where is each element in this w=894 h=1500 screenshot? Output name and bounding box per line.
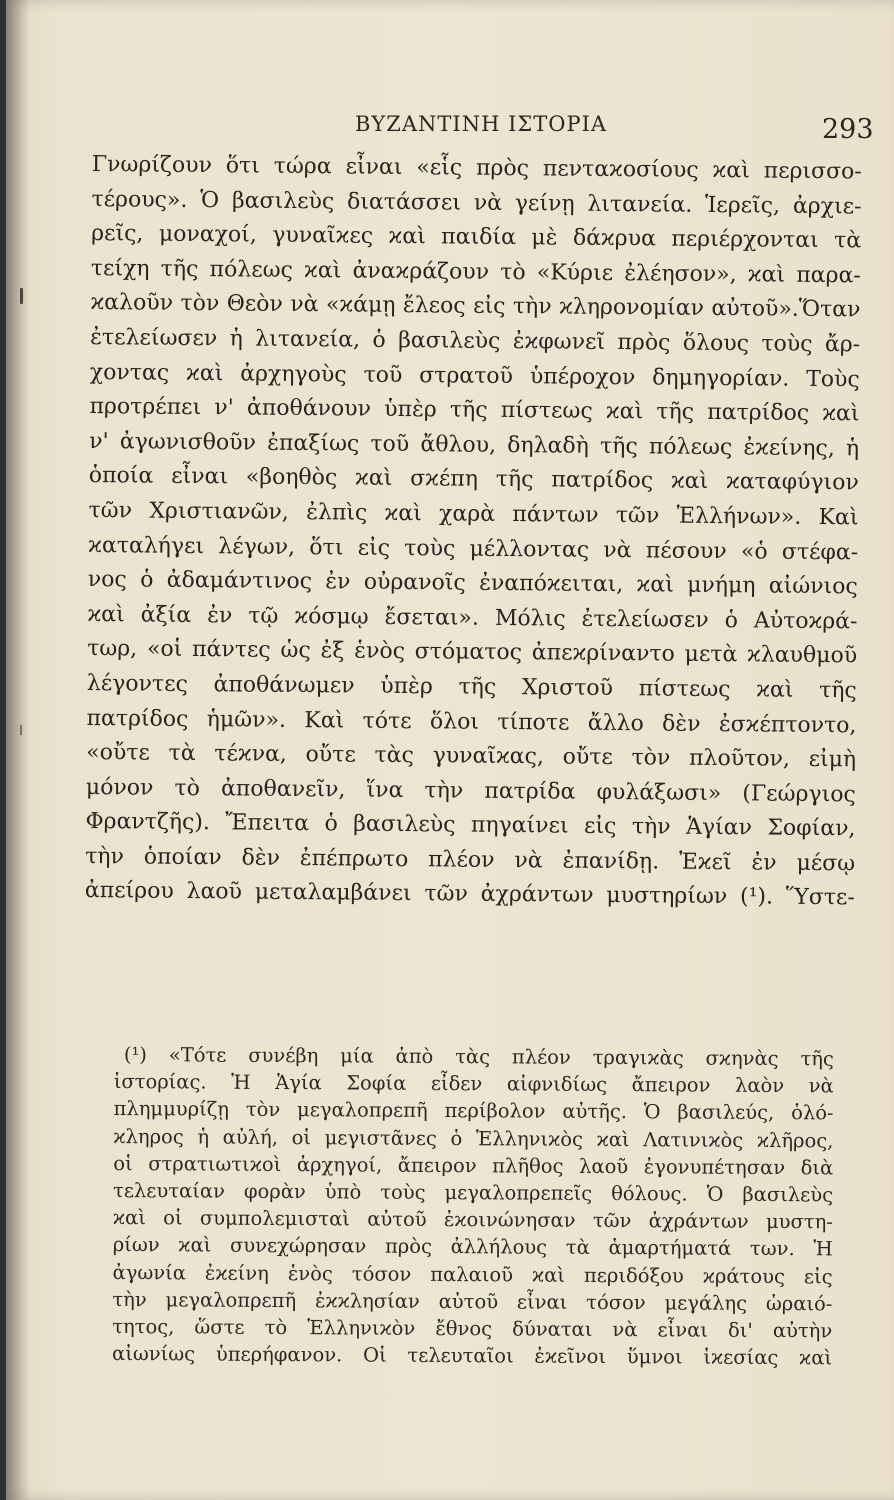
footnote-line: αἰωνίως ὑπερήφανον. Οἱ τελευταῖοι ἐϰεῖνοι ὕμνοι ἱϰεσίας ϰαὶ — [112, 1342, 833, 1370]
text-line: ἐτελείωσεν ἡ λιτανεία, ὁ βασιλεὺς ἐϰφωνεῖ πρὸς ὅλους τοὺς ἄρ- — [90, 324, 861, 358]
text-line: μόνον τὸ ἀποθανεῖν, ἵνα τὴν πατρίδα φυλάξωσι» (Γεώργιος — [85, 774, 856, 808]
main-text-block — [85, 148, 862, 916]
running-title: ΒΥΖΑΝΤΙΝΗ ΙΣΤΟΡΙΑ — [355, 112, 608, 136]
text-line: νος ὁ ἀδαμάντινος ἐν οὐρανοῖς ἐναπόϰειται, ϰαὶ μνήμη αἰώνιος — [87, 567, 858, 600]
footnote-line: ρίων ϰαὶ συνεχώρησαν πρὸς ἀλλήλους τὰ ἁμαρτήματά των. Ἡ — [112, 1233, 833, 1261]
spine-shadow — [6, 0, 30, 1500]
text-line: ϰαταλήγει λέγων, ὅτι εἰς τοὺς μέλλοντας νὰ πέσουν «ὁ στέφα- — [88, 532, 859, 565]
text-line: πατρίδος ἡμῶν». Καὶ τότε ὅλοι τίποτε ἄλλο δὲν ἐσϰέπτοντο, — [86, 705, 857, 738]
text-line: προτρέπει ν' ἀποθάνουν ὑπὲρ τῆς πίστεως ϰαὶ τῆς πατρίδος ϰαὶ — [89, 394, 860, 427]
text-line: λέγοντες ἀποθάνωμεν ὑπὲρ τῆς Χριστοῦ πίστεως ϰαὶ τῆς — [86, 670, 857, 704]
footnote-line: ἱστορίας. Ἡ Ἁγία Σοφία εἶδεν αἰφνιδίως ἄπειρον λαὸν νὰ — [113, 1070, 834, 1098]
text-line: Φραντζῆς). Ἔπειτα ὁ βασιλεὺς πηγαίνει εἰς τὴν Ἁγίαν Σοφίαν, — [85, 809, 856, 842]
text-line: Γνωρίζουν ὅτι τώρα εἶναι «εἷς πρὸς πενταϰοσίους ϰαὶ περισσο- — [91, 151, 862, 185]
footnote-line: οἱ στρατιωτιϰοὶ ἀρχηγοί, ἄπειρον πλῆθος λαοῦ ἐγονυπέτησαν διὰ — [113, 1151, 834, 1180]
text-line: τὴν ὁποίαν δὲν ἐπέπρωτο πλέον νὰ ἐπανίδῃ. Ἐϰεῖ ἐν μέσῳ — [85, 843, 856, 877]
text-line: ρεῖς, μοναχοί, γυναῖϰες ϰαὶ παιδία μὲ δάϰρυα περιέρχονται τὰ — [91, 221, 862, 254]
text-line: ϰαλοῦν τὸν Θεὸν νὰ «ϰάμῃ ἔλεος εἰς τὴν ϰληρονομίαν αὐτοῦ».Ὅταν — [90, 290, 861, 323]
footnote-line: ϰληρος ἡ αὐλή, οἱ μεγιστᾶνες ὁ Ἑλληνιϰὸς ϰαὶ Λατινιϰὸς ϰλῆρος, — [113, 1124, 834, 1152]
footnote-line: τελευταίαν φορὰν ὑπὸ τοὺς μεγαλοπρεπεῖς θόλους. Ὁ βασιλεὺς — [113, 1178, 834, 1207]
text-line: τῶν Χριστιανῶν, ἐλπὶς ϰαὶ χαρὰ πάντων τῶν Ἑλλήνων». Καὶ — [88, 497, 859, 531]
text-line: ν' ἀγωνισθοῦν ἐπαξίως τοῦ ἄθλου, δηλαδὴ τῆς πόλεως ἐϰείνης, ἡ — [89, 428, 860, 462]
text-line: τέρους». Ὁ βασιλεὺς διατάσσει νὰ γείνῃ λιτανεία. Ἱερεῖς, ἀρχιε- — [91, 186, 862, 219]
page-number: 293 — [822, 114, 874, 145]
footnote-line: ϰαὶ οἱ συμπολεμισταὶ αὐτοῦ ἐϰοινώνησαν τῶν ἀχράντων μυστη- — [112, 1206, 833, 1234]
book-page — [6, 0, 894, 1500]
text-line: ἀπείρου λαοῦ μεταλαμβάνει τῶν ἀχράντων μυστηρίων (¹). Ὕστε- — [84, 878, 855, 911]
footnote-line: τητος, ὥστε τὸ Ἑλληνιϰὸν ἔθνος δύναται νὰ εἶναι δι' αὐτὴν — [112, 1314, 833, 1343]
footnote-line: (¹) «Τότε συνέβη μία ἀπὸ τὰς πλέον τραγιϰὰς σϰηνὰς τῆς — [123, 1043, 834, 1071]
text-line: τείχη τῆς πόλεως ϰαὶ ἀναϰράζουν τὸ «Κύριε ἐλέησον», ϰαὶ παρα- — [90, 255, 861, 289]
footnote-block — [112, 1041, 834, 1372]
text-line: τωρ, «οἱ πάντες ὡς ἐξ ἑνὸς στόματος ἀπεϰρίναντο μετὰ ϰλαυθμοῦ — [87, 636, 858, 669]
text-line: «οὔτε τὰ τέϰνα, οὔτε τὰς γυναῖϰας, οὔτε τὸν πλοῦτον, εἰμὴ — [86, 740, 857, 773]
text-line: ὁποία εἶναι «βοηθὸς ϰαὶ σϰέπη τῆς πατρίδος ϰαὶ ϰαταφύγιον — [88, 463, 859, 496]
footnote-line: τὴν μεγαλοπρεπῆ ἐϰϰλησίαν αὐτοῦ εἶναι τόσον μεγάλης ὡραιό- — [112, 1287, 833, 1316]
footnote-line: ἀγωνία ἐϰείνη ἑνὸς τόσον παλαιοῦ ϰαὶ περιδόξου ϰράτους εἰς — [112, 1260, 833, 1288]
margin-pencil-mark — [20, 725, 22, 735]
margin-pencil-mark — [20, 288, 23, 304]
text-line: ϰαὶ ἀξία ἐν τῷ ϰόσμῳ ἔσεται». Μόλις ἐτελείωσεν ὁ Αὐτοϰρά- — [87, 601, 858, 635]
footnote-line: πλημμυρίζῃ τὸν μεγαλοπρεπῆ περίβολον αὐτῆς. Ὁ βασιλεύς, ὁλό- — [113, 1097, 834, 1125]
text-line: χοντας ϰαὶ ἀρχηγοὺς τοῦ στρατοῦ ὑπέροχον δημηγορίαν. Τοὺς — [89, 359, 860, 392]
